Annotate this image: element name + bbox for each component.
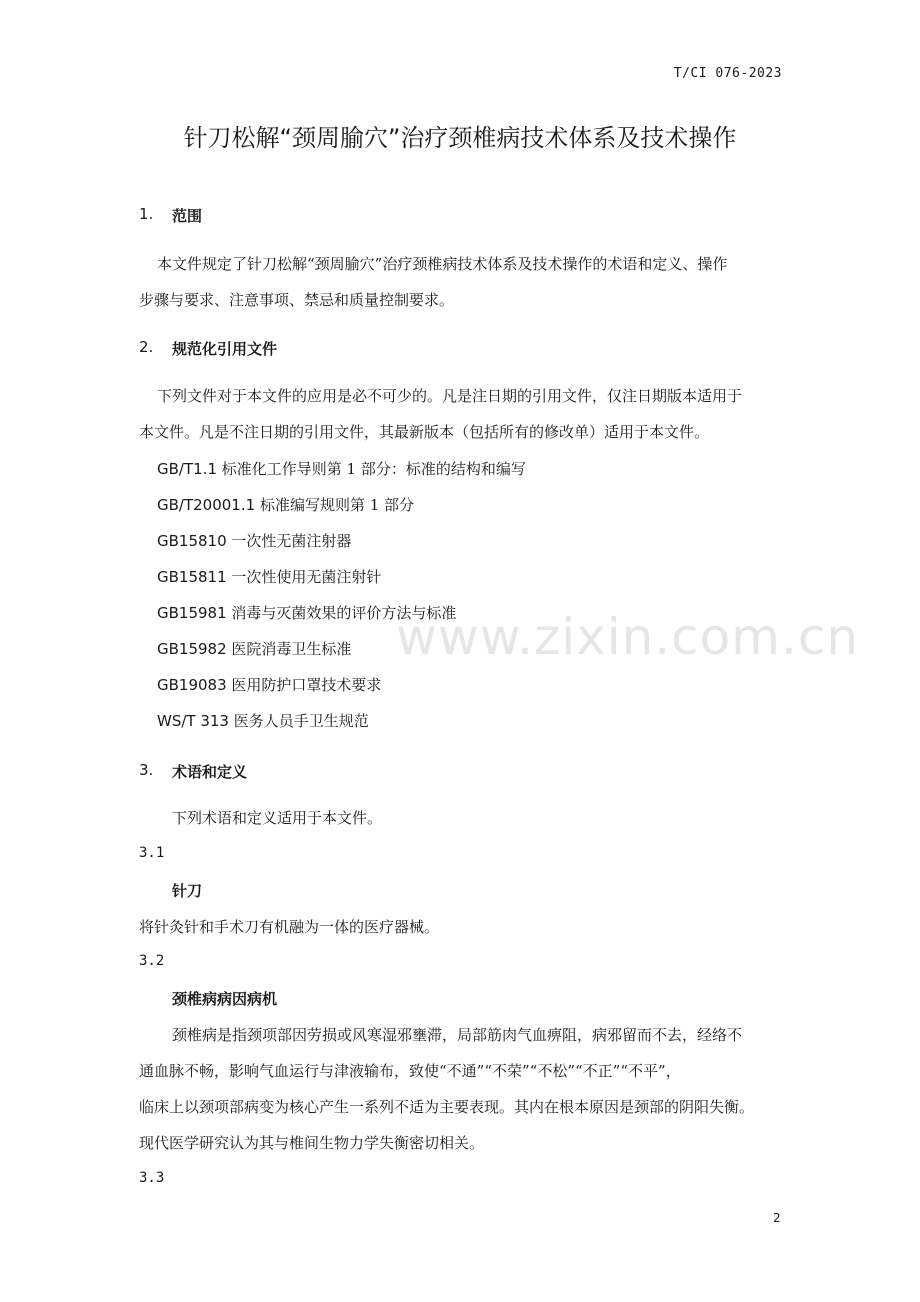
watermark: www.zixin.com.cn — [396, 608, 860, 666]
section-2-heading — [139, 338, 539, 358]
section-title: 范围 — [172, 207, 203, 225]
reference-code: WS/T 313 — [157, 712, 229, 730]
clause-number: 3.1 — [139, 845, 165, 861]
term-definition: 将针灸针和手术刀有机融为一体的医疗器械。 — [139, 918, 440, 936]
reference-code: GB/T1.1 — [157, 460, 217, 478]
reference-code: GB15982 — [157, 640, 227, 658]
reference-code: GB/T20001.1 — [157, 496, 256, 514]
reference-title: 医用防护口罩技术要求 — [226, 676, 382, 694]
reference-item — [157, 530, 351, 551]
section-title: 术语和定义 — [172, 763, 248, 781]
scope-paragraph-line: 步骤与要求、注意事项、禁忌和质量控制要求。 — [139, 291, 455, 309]
reference-item — [157, 458, 526, 479]
section-3-heading — [139, 761, 539, 781]
reference-title: 医院消毒卫生标准 — [226, 640, 352, 658]
references-intro-line: 本文件。凡是不注日期的引用文件，其最新版本（包括所有的修改单）适用于本文件。 — [139, 423, 710, 441]
section-number: 1. — [139, 205, 154, 223]
section-number: 2. — [139, 338, 154, 356]
reference-item — [157, 494, 414, 515]
clause-number: 3.3 — [139, 1170, 165, 1186]
reference-item — [157, 566, 381, 587]
reference-title: 医务人员手卫生规范 — [228, 712, 369, 730]
document-code: T/CI 076-2023 — [673, 66, 782, 81]
page-number: 2 — [773, 1211, 781, 1225]
section-1-heading — [139, 205, 539, 225]
term-definition-line: 通血脉不畅，影响气血运行与津液输布，致使“不通”“不荣”“不松”“不正”“不平”， — [139, 1062, 681, 1080]
term-name: 颈椎病病因病机 — [172, 990, 278, 1008]
scope-paragraph-line: 本文件规定了针刀松解“颈周腧穴”治疗颈椎病技术体系及技术操作的术语和定义、操作 — [157, 255, 728, 273]
reference-code: GB15981 — [157, 604, 227, 622]
references-intro-line: 下列文件对于本文件的应用是必不可少的。凡是注日期的引用文件，仅注日期版本适用于 — [157, 387, 743, 405]
reference-code: GB15810 — [157, 532, 227, 550]
reference-title: 消毒与灭菌效果的评价方法与标准 — [226, 604, 457, 622]
reference-code: GB19083 — [157, 676, 227, 694]
reference-title: 一次性使用无菌注射针 — [226, 568, 382, 586]
reference-title: 一次性无菌注射器 — [226, 532, 352, 550]
reference-item — [157, 674, 381, 695]
term-definition-line: 颈椎病是指颈项部因劳损或风寒湿邪壅滞，局部筋肉气血痹阻，病邪留而不去，经络不 — [172, 1026, 743, 1044]
document-title: 针刀松解“颈周腧穴”治疗颈椎病技术体系及技术操作 — [183, 124, 737, 152]
reference-item — [157, 710, 369, 731]
terms-intro: 下列术语和定义适用于本文件。 — [172, 809, 383, 827]
term-name: 针刀 — [172, 882, 203, 900]
section-title: 规范化引用文件 — [172, 340, 278, 358]
reference-code: GB15811 — [157, 568, 227, 586]
reference-title: 标准化工作导则第 1 部分：标准的结构和编写 — [217, 460, 526, 478]
term-definition-line: 现代医学研究认为其与椎间生物力学失衡密切相关。 — [139, 1134, 485, 1152]
term-definition-line: 临床上以颈项部病变为核心产生一系列不适为主要表现。其内在根本原因是颈部的阴阳失衡。 — [139, 1098, 755, 1116]
reference-item — [157, 638, 351, 659]
reference-title: 标准编写规则第 1 部分 — [255, 496, 415, 514]
clause-number: 3.2 — [139, 953, 165, 969]
section-number: 3. — [139, 761, 154, 779]
